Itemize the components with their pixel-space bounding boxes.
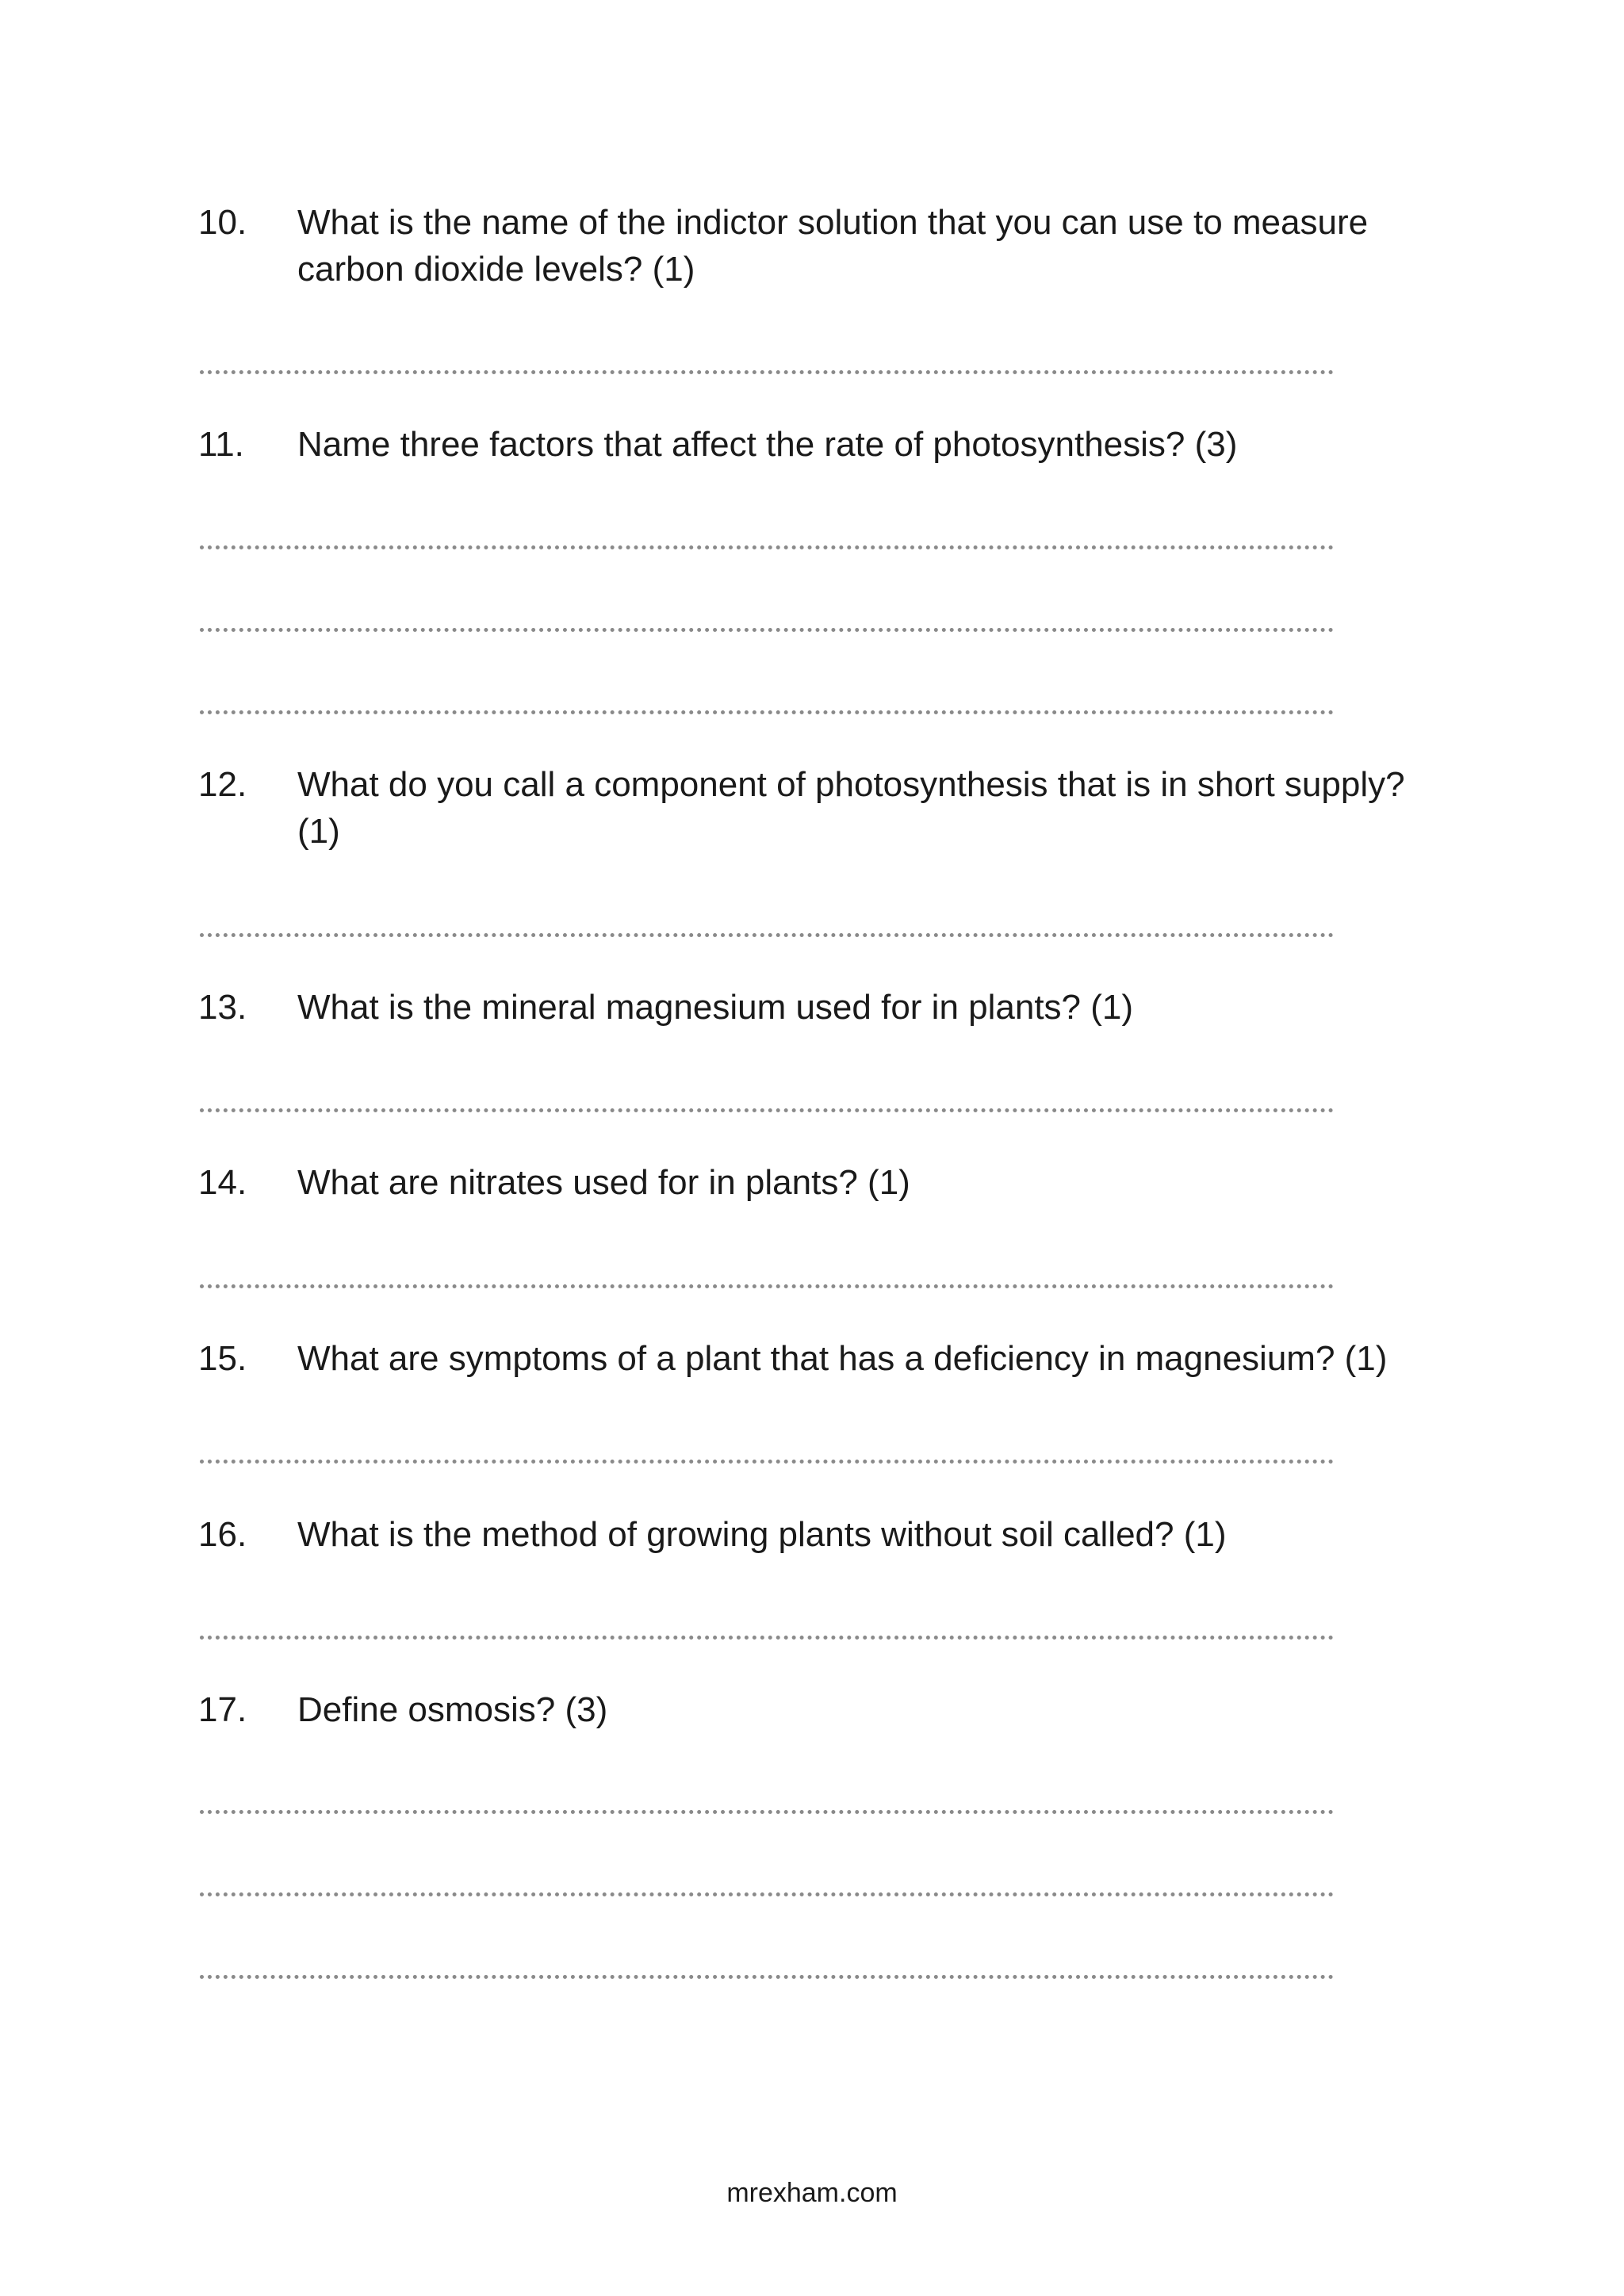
question-13 <box>198 984 1451 1031</box>
answer-line[interactable] <box>200 1284 1334 1288</box>
question-12 <box>198 761 1451 855</box>
question-number: 11. <box>198 425 244 464</box>
answer-line[interactable] <box>200 933 1334 937</box>
question-10 <box>198 199 1451 293</box>
answer-line[interactable] <box>200 1892 1334 1896</box>
answer-line[interactable] <box>200 1810 1334 1814</box>
question-number: 15. <box>198 1339 247 1378</box>
question-15 <box>198 1335 1451 1382</box>
answer-line[interactable] <box>200 1108 1334 1112</box>
answer-line[interactable] <box>200 1636 1334 1640</box>
question-14 <box>198 1159 1451 1206</box>
question-17 <box>198 1686 1451 1733</box>
question-text: What is the name of the indictor solution that you can use to measure carbon dioxide levels? (1) <box>297 203 1369 289</box>
answer-line[interactable] <box>200 545 1334 549</box>
question-16 <box>198 1511 1451 1558</box>
question-number: 14. <box>198 1163 247 1202</box>
question-text: What do you call a component of photosynthesis that is in short supply? (1) <box>297 765 1405 851</box>
question-text: What is the method of growing plants without soil called? (1) <box>297 1515 1227 1554</box>
footer-site: mrexham.com <box>726 2178 898 2208</box>
question-number: 10. <box>198 203 247 242</box>
question-number: 13. <box>198 988 247 1027</box>
answer-line[interactable] <box>200 370 1334 374</box>
question-text: What are symptoms of a plant that has a deficiency in magnesium? (1) <box>297 1339 1388 1378</box>
question-text: What are nitrates used for in plants? (1) <box>297 1163 910 1202</box>
answer-line[interactable] <box>200 710 1334 714</box>
question-text: Define osmosis? (3) <box>297 1690 608 1729</box>
answer-line[interactable] <box>200 628 1334 632</box>
question-text: Name three factors that affect the rate of photosynthesis? (3) <box>297 425 1238 464</box>
answer-line[interactable] <box>200 1460 1334 1464</box>
question-number: 12. <box>198 765 247 804</box>
answer-line[interactable] <box>200 1975 1334 1979</box>
question-number: 17. <box>198 1690 247 1729</box>
question-text: What is the mineral magnesium used for in plants? (1) <box>297 988 1134 1027</box>
question-11 <box>198 421 1451 468</box>
question-number: 16. <box>198 1515 247 1554</box>
